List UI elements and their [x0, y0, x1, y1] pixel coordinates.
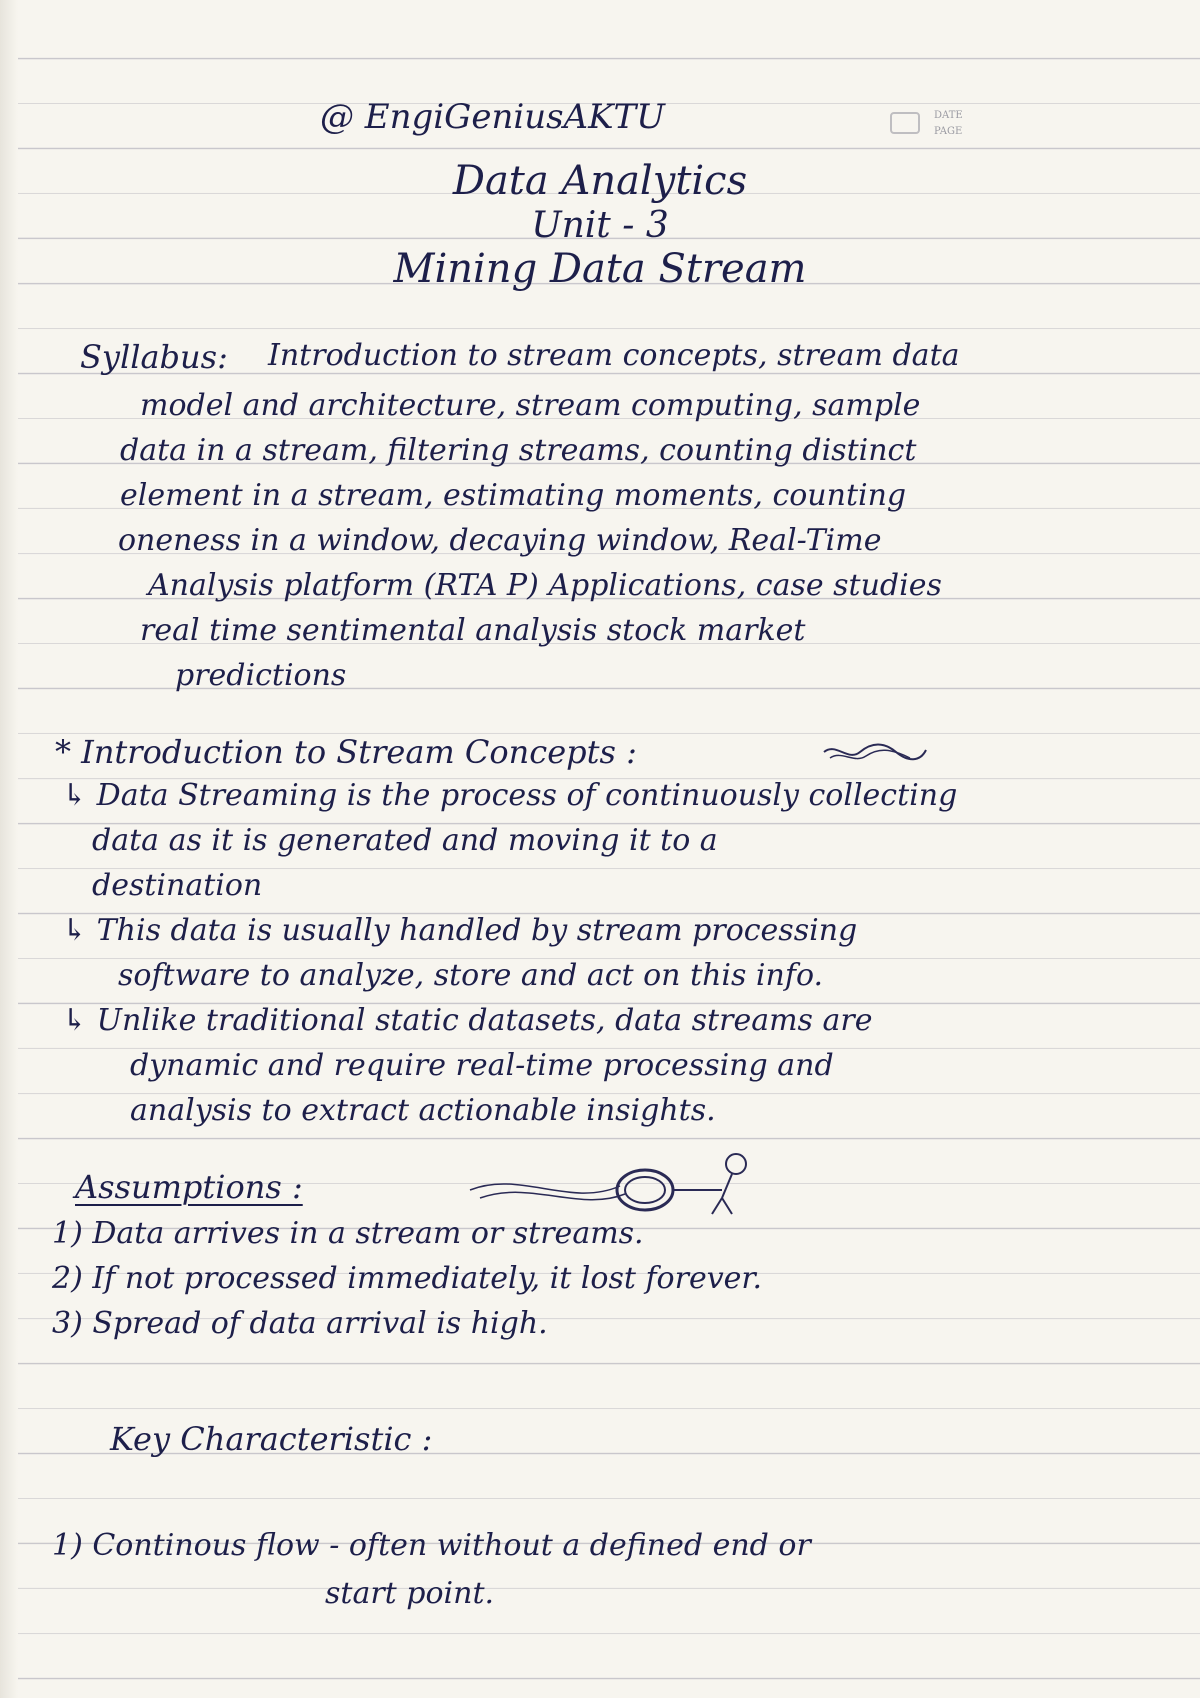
date-page-stamp — [890, 112, 1040, 152]
assumption-item: 1) Data arrives in a stream or streams. — [52, 1216, 644, 1251]
stick-figure-doodle-icon — [460, 1150, 790, 1220]
characteristics-heading: Key Characteristic : — [110, 1420, 433, 1458]
subject-title: Data Analytics — [452, 158, 748, 204]
syllabus-line: oneness in a window, decaying window, Real-Time — [118, 523, 882, 558]
assumption-item: 2) If not processed immediately, it lost forever. — [52, 1261, 762, 1296]
intro-line: software to analyze, store and act on this info. — [118, 958, 824, 993]
topic-title: Mining Data Stream — [393, 246, 807, 292]
intro-line: ↳ Unlike traditional static datasets, data streams are — [62, 1003, 873, 1038]
intro-line: ↳ This data is usually handled by stream processing — [62, 913, 858, 948]
syllabus-line: real time sentimental analysis stock market — [140, 613, 806, 648]
syllabus-line: Analysis platform (RTA P) Applications, case studies — [148, 568, 942, 603]
date-label: DATE — [934, 110, 963, 121]
intro-line: destination — [92, 868, 263, 903]
syllabus-line: model and architecture, stream computing, sample — [140, 388, 921, 423]
intro-heading: * Introduction to Stream Concepts : — [55, 733, 637, 771]
syllabus-line: element in a stream, estimating moments, counting — [120, 478, 907, 513]
assumption-item: 3) Spread of data arrival is high. — [52, 1306, 548, 1341]
author-handle: @ EngiGeniusAKTU — [320, 97, 665, 137]
intro-line: analysis to extract actionable insights. — [130, 1093, 716, 1128]
characteristic-item: 1) Continous flow - often without a defined end or — [52, 1528, 811, 1563]
syllabus-label: Syllabus: — [80, 338, 228, 376]
characteristic-item: start point. — [325, 1576, 495, 1611]
intro-line: ↳ Data Streaming is the process of continuously collecting — [62, 778, 958, 813]
syllabus-line: predictions — [175, 658, 347, 693]
intro-line: dynamic and require real-time processing and — [130, 1048, 834, 1083]
assumptions-heading: Assumptions : — [75, 1168, 303, 1206]
intro-line: data as it is generated and moving it to a — [92, 823, 718, 858]
syllabus-line: Introduction to stream concepts, stream data — [268, 338, 960, 373]
decorative-squiggle — [820, 740, 930, 764]
notebook-logo-icon — [890, 112, 920, 134]
syllabus-line: data in a stream, filtering streams, counting distinct — [120, 433, 917, 468]
page-label: PAGE — [934, 126, 963, 137]
unit-title: Unit - 3 — [531, 205, 669, 246]
